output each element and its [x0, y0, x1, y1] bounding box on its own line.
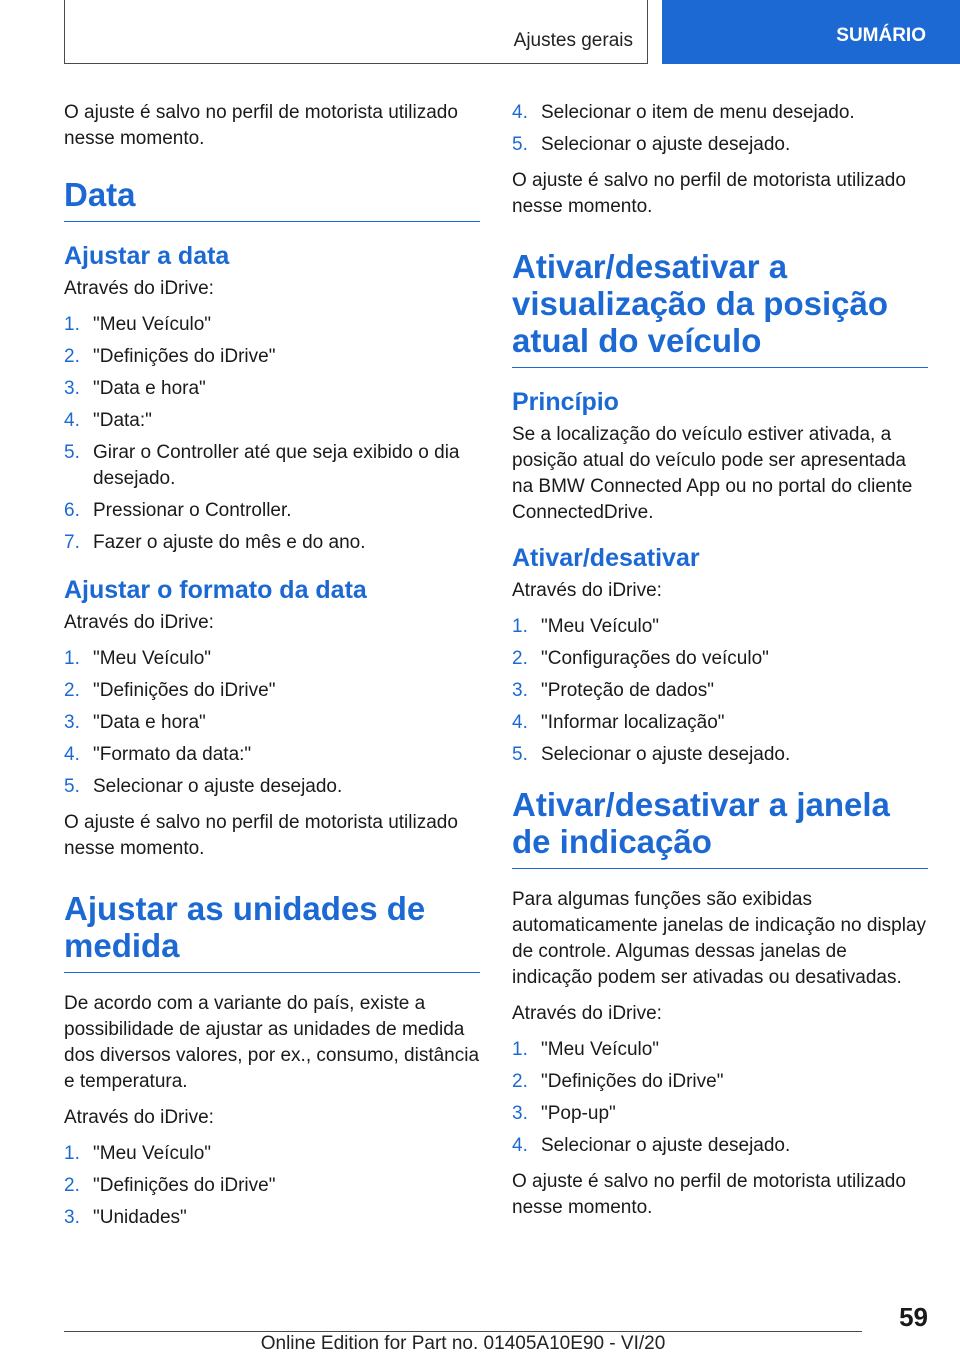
profile-note: O ajuste é salvo no perfil de motorista utilizado nesse momento.: [512, 1171, 906, 1218]
profile-note: O ajuste é salvo no perfil de motorista utilizado nesse momento.: [512, 170, 906, 217]
popup-steps: [512, 1037, 928, 1159]
list-item: 3. "Unidades": [64, 1207, 187, 1228]
list-item: 3. "Proteção de dados": [512, 680, 714, 701]
list-item: 5. Selecionar o ajuste desejado.: [64, 776, 343, 797]
heading-position: Ativar/desativar a visualização da posição atual do veículo: [512, 248, 928, 368]
heading-data: Data: [64, 176, 480, 222]
via-idrive-label: Através do iDrive:: [512, 1003, 662, 1024]
header-bar: [64, 0, 648, 64]
summary-tab[interactable]: SUMÁRIO: [662, 0, 960, 64]
via-idrive-label: Através do iDrive:: [64, 1107, 214, 1128]
intro-note: O ajuste é salvo no perfil de motorista utilizado nesse momento.: [64, 102, 458, 149]
page-number: 59: [899, 1302, 928, 1332]
via-idrive-label: Através do iDrive:: [64, 612, 214, 633]
list-item: 4. "Formato da data:": [64, 744, 252, 765]
list-item: 3. "Pop-up": [512, 1103, 616, 1124]
list-item: 1. "Meu Veículo": [512, 1039, 660, 1060]
list-item: 1. "Meu Veículo": [64, 314, 212, 335]
heading-principle: Princípio: [512, 388, 619, 416]
list-item: 3. "Data e hora": [64, 712, 206, 733]
list-item: 4. "Data:": [64, 410, 152, 431]
list-item: 7. Fazer o ajuste do mês e do ano.: [64, 532, 366, 553]
list-item: 2. "Definições do iDrive": [512, 1071, 724, 1092]
left-column: [64, 100, 480, 1241]
list-item: 2. "Definições do iDrive": [64, 1175, 276, 1196]
list-item: 2. "Definições do iDrive": [64, 346, 276, 367]
list-item: 2. "Definições do iDrive": [64, 680, 276, 701]
footer-divider: [64, 1331, 862, 1332]
edition-footer: Online Edition for Part no. 01405A10E90 - VI/20: [260, 1333, 666, 1354]
heading-toggle: Ativar/desativar: [512, 544, 700, 572]
units-body: De acordo com a variante do país, existe a possibilidade de ajustar as unidades de medida dos diversos valores, por ex., consumo, distância e temperatura.: [64, 993, 480, 1092]
heading-date-format: Ajustar o formato da data: [64, 576, 367, 604]
list-item: 6. Pressionar o Controller.: [64, 500, 292, 521]
via-idrive-label: Através do iDrive:: [512, 580, 662, 601]
heading-units: Ajustar as unidades de medida: [64, 890, 480, 973]
right-column: [512, 100, 928, 1231]
via-idrive-label: Através do iDrive:: [64, 278, 214, 299]
continued-steps: [512, 100, 928, 158]
list-item: 1. "Meu Veículo": [64, 1143, 212, 1164]
list-item: 5. Selecionar o ajuste desejado.: [512, 744, 791, 765]
list-item: 4. Selecionar o item de menu desejado.: [512, 102, 855, 123]
date-format-steps: [64, 646, 480, 800]
principle-body: Se a localização do veículo estiver ativada, a posição atual do veículo pode ser apresentada na BMW Connected App ou no portal do cliente ConnectedDrive.: [512, 424, 913, 523]
popup-body: Para algumas funções são exibidas automaticamente janelas de indicação no display de controle. Algumas dessas janelas de indicação podem ser ativadas ou desativadas.: [512, 889, 927, 988]
list-item: 1. "Meu Veículo": [512, 616, 660, 637]
section-title: Ajustes gerais: [513, 30, 633, 51]
list-item: 3. "Data e hora": [64, 378, 206, 399]
list-item: 4. "Informar localização": [512, 712, 725, 733]
list-item: 4. Selecionar o ajuste desejado.: [512, 1135, 791, 1156]
adjust-date-steps: [64, 312, 480, 556]
profile-note: O ajuste é salvo no perfil de motorista utilizado nesse momento.: [64, 812, 458, 859]
heading-adjust-date: Ajustar a data: [64, 242, 230, 270]
units-steps: [64, 1141, 480, 1231]
list-item: 5. Selecionar o ajuste desejado.: [512, 134, 791, 155]
position-steps: [512, 614, 928, 768]
list-item: 2. "Configurações do veículo": [512, 648, 769, 669]
list-item: 5. Girar o Controller até que seja exibido o dia desejado.: [64, 442, 460, 489]
list-item: 1. "Meu Veículo": [64, 648, 212, 669]
heading-popup: Ativar/desativar a janela de indicação: [512, 786, 928, 869]
